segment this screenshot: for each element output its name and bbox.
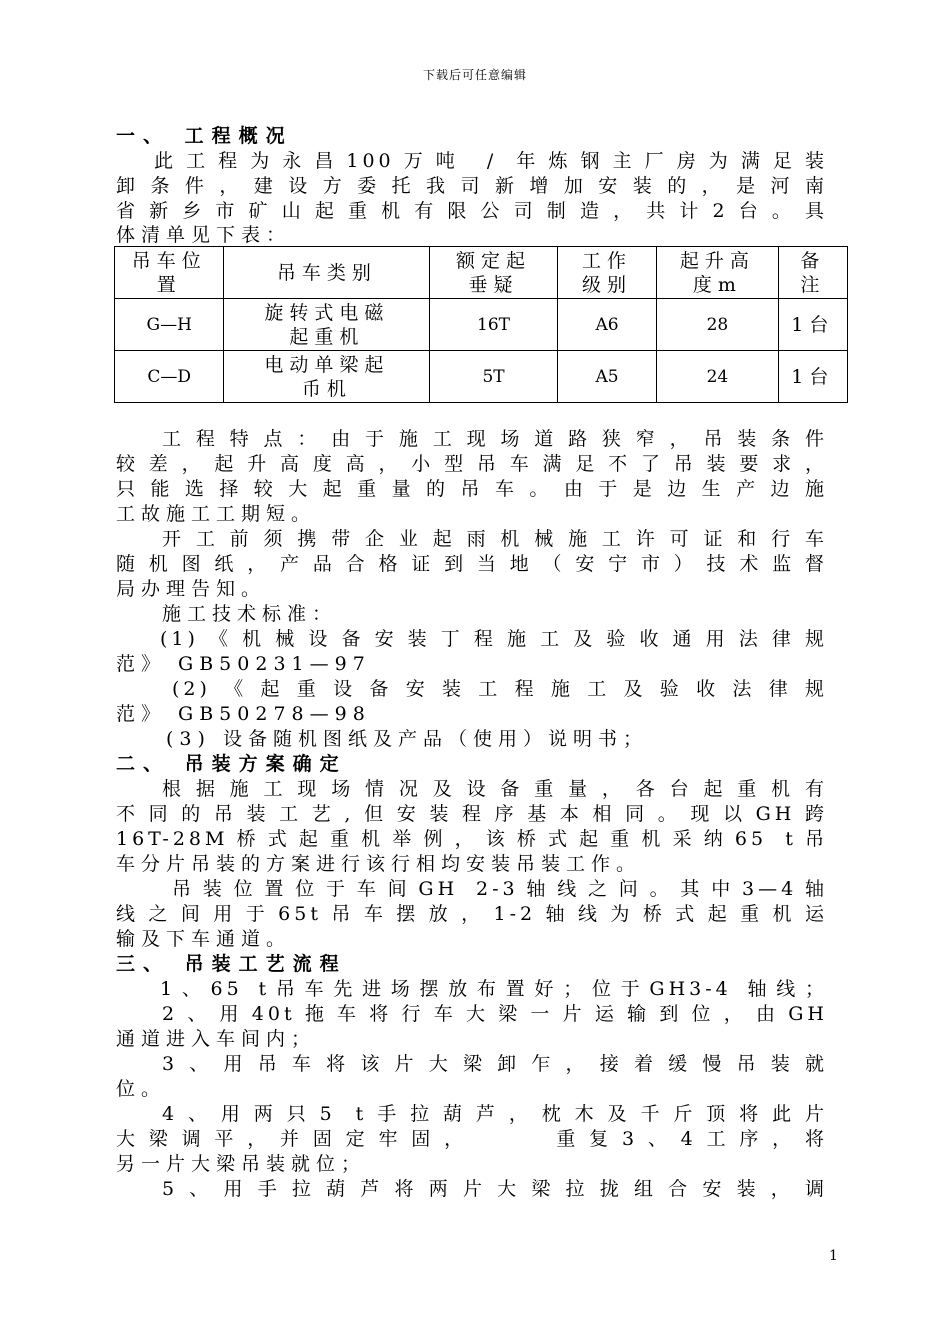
cell-position: C—D — [115, 351, 224, 403]
plan-line: 吊装位置位于车间GH 2-3轴线之问。其中3—4轴 — [172, 878, 828, 900]
standard-item: 范》 GB50278—98 — [116, 703, 371, 725]
plan-line: 线之间用于65t吊车摆放，1-2轴线为桥式起重机运 — [116, 903, 828, 925]
plan-line: 不同的吊装工艺,但安装程序基本相同。现以GH跨 — [116, 803, 828, 825]
step-line: 1、65 t吊车先进场摆放布置好；位于GH3-4 轴线； — [160, 978, 828, 1000]
table-row — [115, 351, 848, 403]
header-note: 备 注 — [778, 247, 847, 299]
crane-spec-table — [114, 246, 848, 403]
table-header-row — [115, 247, 848, 299]
step-line: 通道进入车间内； — [116, 1028, 317, 1050]
cell-work-grade: A5 — [557, 351, 656, 403]
cell-note: 1台 — [778, 351, 847, 403]
cell-type: 电动单梁起 币机 — [224, 351, 430, 403]
standard-item: (1)《机械设备安装丁程施工及验收通用法律规 — [160, 628, 828, 650]
section-1-title: 一、 工程概况 — [116, 125, 293, 147]
cell-note: 1台 — [778, 299, 847, 351]
plan-line: 16T-28M桥式起重机举例，该桥式起重机采纳65 t吊 — [116, 828, 828, 850]
intro-line: 体清单见下表： — [116, 224, 292, 246]
step-line: 4、用两只5 t手拉葫芦，枕木及千斤顶将此片 — [162, 1103, 828, 1125]
cell-lift-height: 28 — [657, 299, 778, 351]
cell-lift-height: 24 — [657, 351, 778, 403]
table-row — [115, 299, 848, 351]
page-number: 1 — [829, 1248, 838, 1264]
step-line: 2、用40t拖车将行车大梁一片运输到位，由GH — [162, 1003, 828, 1025]
permit-line: 随机图纸，产品合格证到当地（安宁市）技术监督 — [116, 553, 828, 575]
section-2-title: 二、 吊装方案确定 — [116, 753, 347, 775]
features-line: 较差，起升高度高，小型吊车满足不了吊装要求， — [116, 453, 828, 475]
step-line: 位。 — [116, 1078, 167, 1100]
permit-line: 局办理告知。 — [116, 578, 267, 600]
header-lift-height: 起升高 度m — [657, 247, 778, 299]
cell-rated-load: 16T — [430, 299, 558, 351]
step-line: 大梁调平，并固定牢固， 重复3、4工序，将 — [116, 1128, 828, 1150]
cell-type: 旋转式电磁 起重机 — [224, 299, 430, 351]
plan-line: 根据施工现场情况及设备重量，各台起重机有 — [162, 778, 828, 800]
cell-work-grade: A6 — [557, 299, 656, 351]
standard-item: (3) 设备随机图纸及产品（使用）说明书； — [166, 728, 648, 750]
permit-line: 开工前须携带企业起雨机械施工许可证和行车 — [162, 528, 828, 550]
plan-line: 车分片吊装的方案进行该行相均安装吊装工作。 — [116, 853, 642, 875]
header-rated-load: 额定起 垂疑 — [430, 247, 558, 299]
features-line: 只能选择较大起重量的吊车。由于是边生产边施 — [116, 478, 828, 500]
header-type: 吊车类别 — [224, 247, 430, 299]
standard-item: 范》 GB50231—97 — [116, 653, 371, 675]
page-header: 下载后可任意编辑 — [422, 68, 527, 82]
features-line: 工程特点：由于施工现场道路狭窄，吊装条件 — [162, 428, 828, 450]
plan-line: 输及下车通道。 — [116, 928, 292, 950]
header-position: 吊车位 置 — [115, 247, 224, 299]
intro-line: 卸条件，建设方委托我司新增加安装的，是河南 — [116, 175, 828, 197]
step-line: 另一片大梁吊装就位； — [116, 1153, 367, 1175]
intro-line: 省新乡市矿山起重机有限公司制造，共计2台。具 — [116, 200, 828, 222]
section-3-title: 三、 吊装工艺流程 — [116, 953, 347, 975]
header-work-grade: 工作 级别 — [557, 247, 656, 299]
standards-title: 施工技术标准： — [162, 603, 338, 625]
step-line: 5、用手拉葫芦将两片大梁拉拢组合安装，调 — [162, 1178, 828, 1200]
document-body — [116, 124, 835, 1202]
intro-line: 此工程为永昌100万吨 / 年炼钢主厂房为满足装 — [154, 150, 828, 172]
step-line: 3、用吊车将该片大梁卸乍，接着缓慢吊装就 — [162, 1053, 828, 1075]
cell-rated-load: 5T — [430, 351, 558, 403]
standard-item: (2)《起重设备安装工程施工及验收法律规 — [172, 678, 828, 700]
features-line: 工故施工工期短。 — [116, 503, 317, 525]
cell-position: G—H — [115, 299, 224, 351]
